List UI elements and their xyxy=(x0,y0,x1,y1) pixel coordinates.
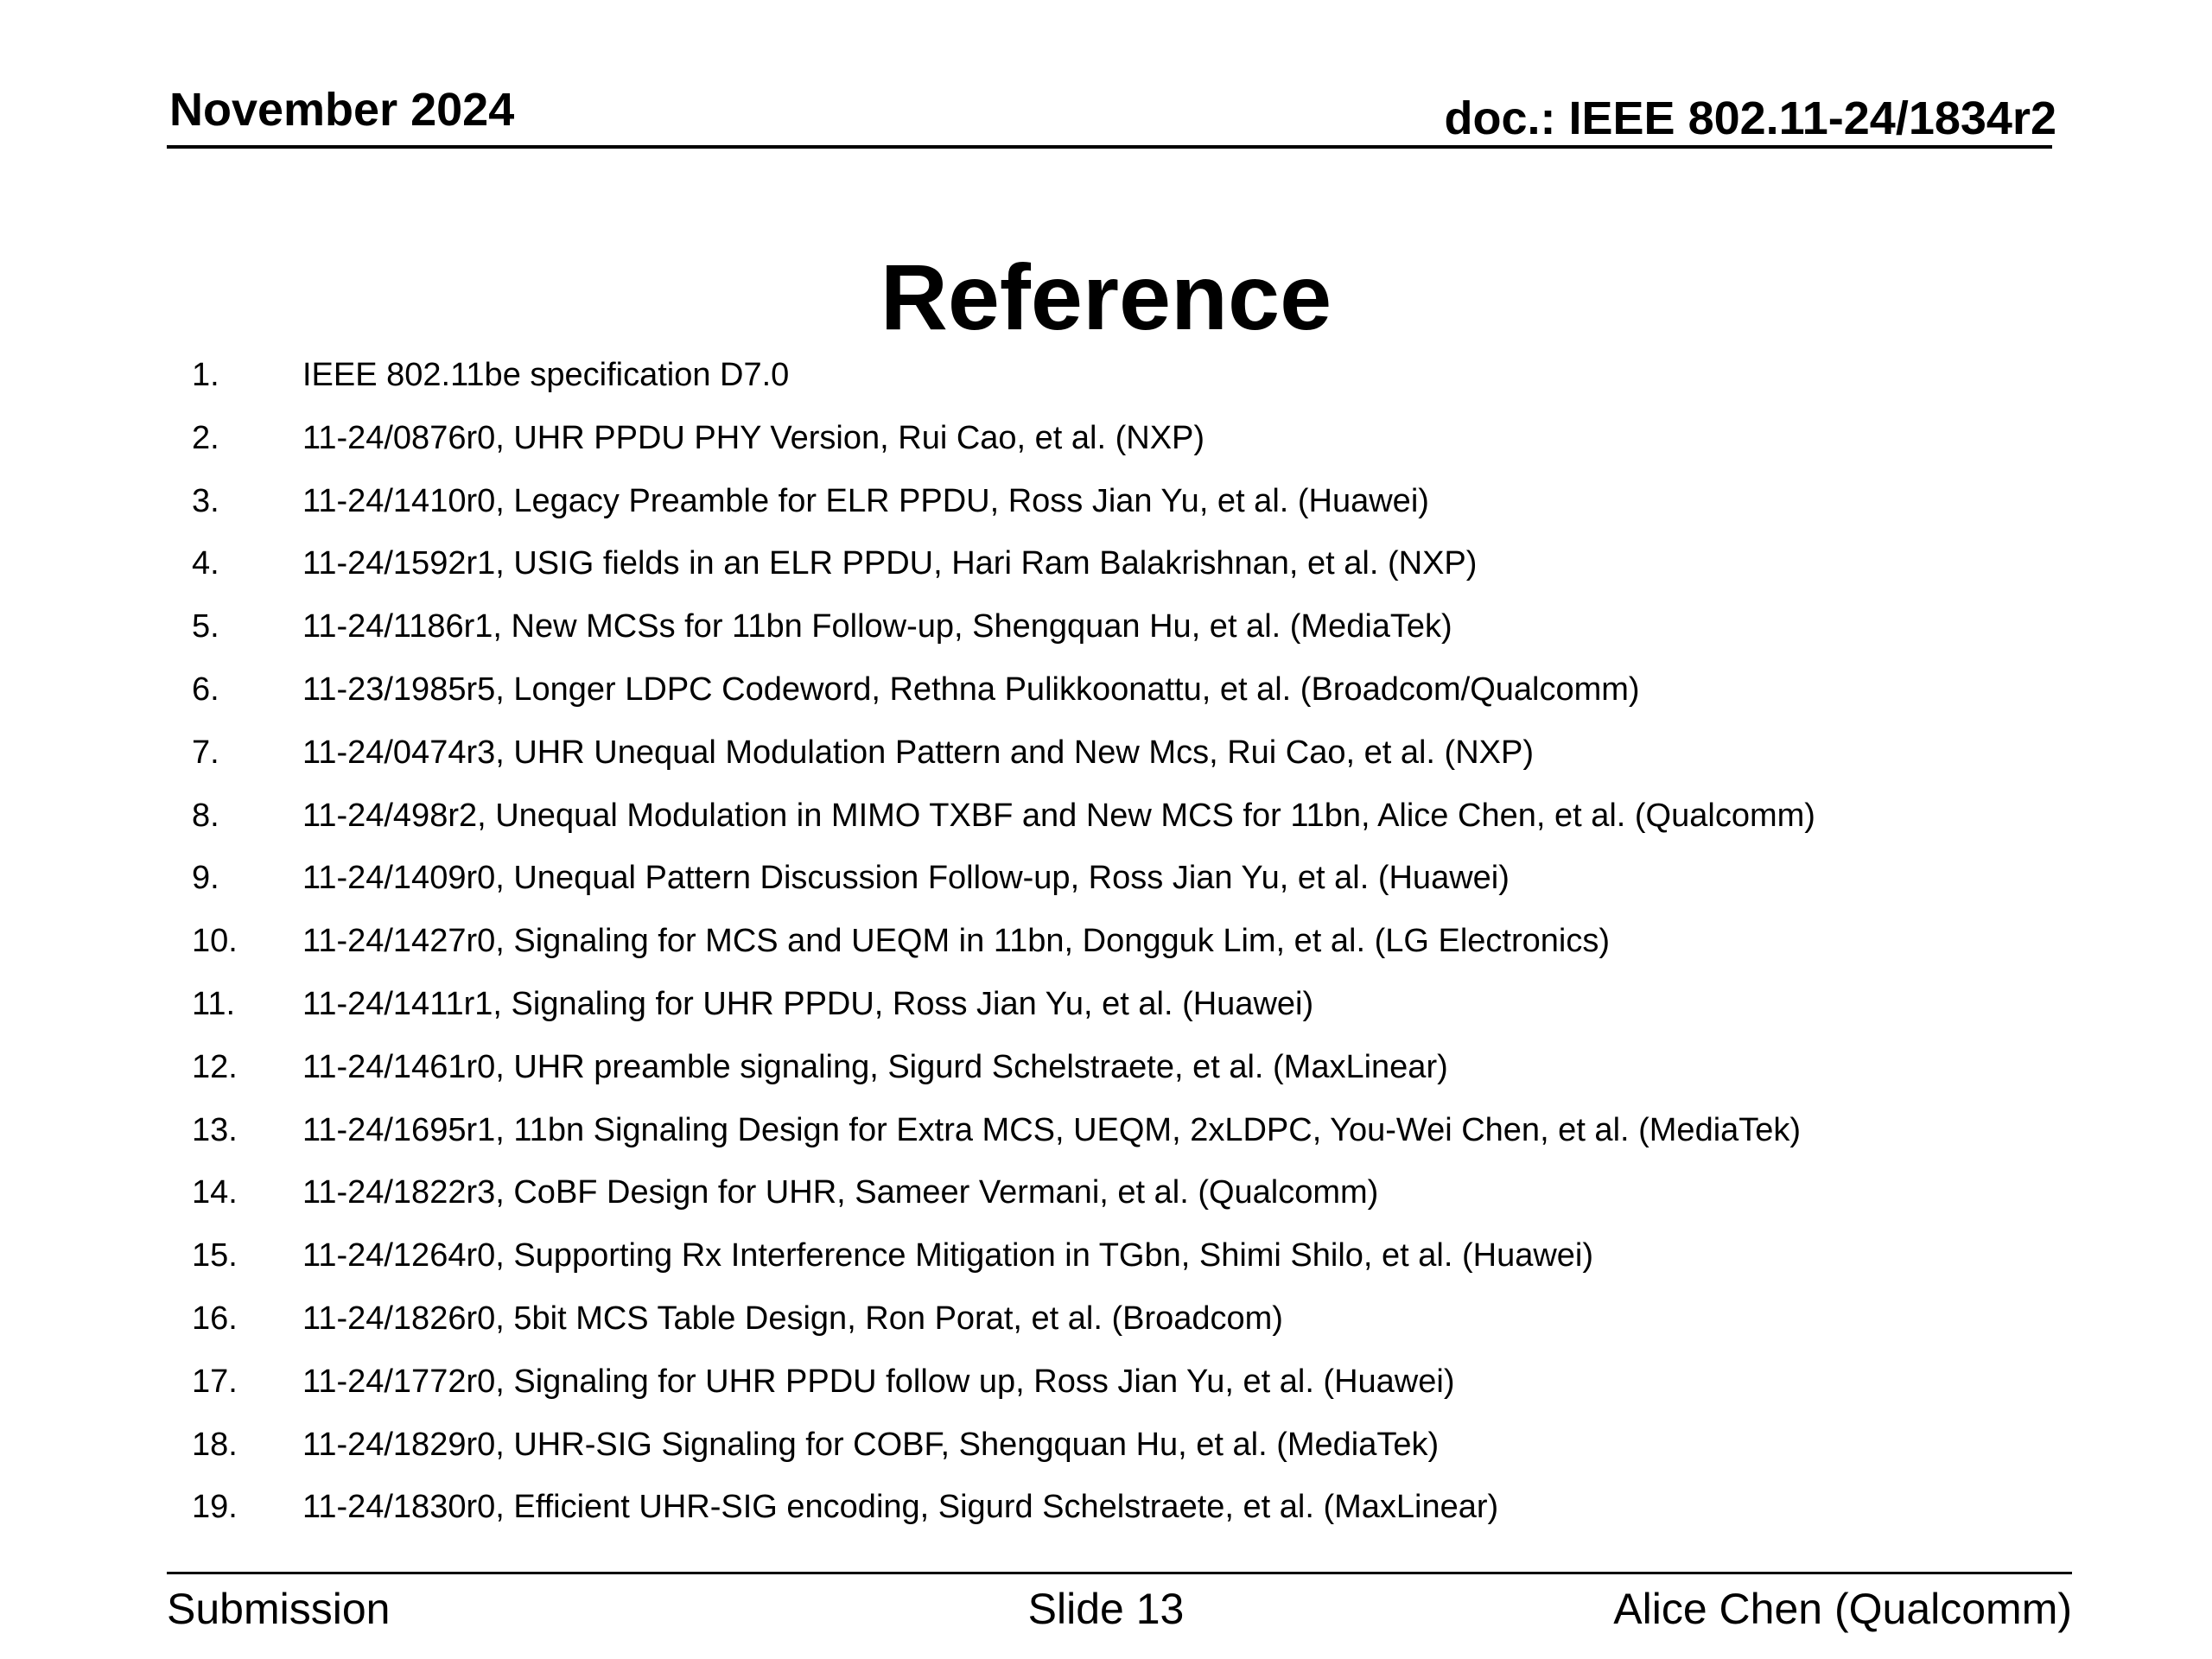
reference-item xyxy=(0,475,2212,538)
reference-number: 3. xyxy=(192,482,219,519)
reference-number: 13. xyxy=(192,1111,238,1148)
reference-text: 11-24/1461r0, UHR preamble signaling, Sigurd Schelstraete, et al. (MaxLinear) xyxy=(302,1048,1448,1085)
reference-number: 8. xyxy=(192,797,219,834)
reference-number: 1. xyxy=(192,357,219,393)
reference-number: 12. xyxy=(192,1048,238,1085)
footer-author: Alice Chen (Qualcomm) xyxy=(1613,1585,2072,1633)
footer-slide-number: Slide 13 xyxy=(1027,1585,1185,1633)
reference-item xyxy=(0,1481,2212,1544)
reference-item xyxy=(0,1419,2212,1482)
reference-text: 11-24/1411r1, Signaling for UHR PPDU, Ross Jian Yu, et al. (Huawei) xyxy=(302,985,1314,1022)
reference-item xyxy=(0,664,2212,727)
reference-number: 5. xyxy=(192,608,219,645)
reference-number: 2. xyxy=(192,419,219,456)
reference-number: 9. xyxy=(192,860,219,897)
reference-text: 11-24/1592r1, USIG fields in an ELR PPDU, Hari Ram Balakrishnan, et al. (NXP) xyxy=(302,545,1478,582)
reference-text: 11-24/1829r0, UHR-SIG Signaling for COBF, Shengquan Hu, et al. (MediaTek) xyxy=(302,1426,1440,1463)
reference-item xyxy=(0,1230,2212,1293)
reference-text: 11-24/1264r0, Supporting Rx Interference Mitigation in TGbn, Shimi Shilo, et al. (Huawei) xyxy=(302,1237,1594,1274)
reference-text: IEEE 802.11be specification D7.0 xyxy=(302,357,790,393)
footer-divider xyxy=(167,1572,2072,1574)
reference-item xyxy=(0,537,2212,601)
reference-item xyxy=(0,978,2212,1041)
reference-number: 18. xyxy=(192,1426,238,1463)
reference-list xyxy=(0,349,2212,1544)
reference-number: 16. xyxy=(192,1300,238,1337)
reference-text: 11-24/0474r3, UHR Unequal Modulation Pattern and New Mcs, Rui Cao, et al. (NXP) xyxy=(302,734,1534,771)
reference-text: 11-24/1826r0, 5bit MCS Table Design, Ron Porat, et al. (Broadcom) xyxy=(302,1300,1283,1337)
header-divider xyxy=(167,145,2052,149)
reference-item xyxy=(0,601,2212,664)
reference-item xyxy=(0,1166,2212,1230)
reference-item xyxy=(0,1293,2212,1356)
reference-number: 11. xyxy=(192,985,236,1022)
reference-item xyxy=(0,727,2212,790)
reference-number: 19. xyxy=(192,1489,238,1526)
reference-number: 6. xyxy=(192,671,219,708)
reference-number: 10. xyxy=(192,923,238,960)
header-date: November 2024 xyxy=(169,84,515,136)
reference-text: 11-24/1409r0, Unequal Pattern Discussion Follow-up, Ross Jian Yu, et al. (Huawei) xyxy=(302,860,1510,897)
footer-submission: Submission xyxy=(167,1585,391,1633)
reference-item xyxy=(0,1104,2212,1167)
reference-text: 11-24/498r2, Unequal Modulation in MIMO TXBF and New MCS for 11bn, Alice Chen, et al. (Qualcomm) xyxy=(302,797,1815,834)
reference-item xyxy=(0,412,2212,475)
reference-item xyxy=(0,852,2212,915)
reference-text: 11-24/1822r3, CoBF Design for UHR, Sameer Vermani, et al. (Qualcomm) xyxy=(302,1174,1379,1211)
reference-number: 17. xyxy=(192,1363,238,1400)
reference-item xyxy=(0,349,2212,412)
reference-number: 15. xyxy=(192,1237,238,1274)
reference-number: 4. xyxy=(192,545,219,582)
reference-text: 11-24/1772r0, Signaling for UHR PPDU follow up, Ross Jian Yu, et al. (Huawei) xyxy=(302,1363,1455,1400)
reference-item xyxy=(0,790,2212,853)
reference-text: 11-24/1186r1, New MCSs for 11bn Follow-up, Shengquan Hu, et al. (MediaTek) xyxy=(302,608,1452,645)
reference-text: 11-24/1427r0, Signaling for MCS and UEQM in 11bn, Dongguk Lim, et al. (LG Electronics) xyxy=(302,923,1611,960)
header-doc-id: doc.: IEEE 802.11-24/1834r2 xyxy=(1444,92,2056,144)
reference-item xyxy=(0,915,2212,978)
reference-number: 7. xyxy=(192,734,219,771)
reference-text: 11-24/1830r0, Efficient UHR-SIG encoding, Sigurd Schelstraete, et al. (MaxLinear) xyxy=(302,1489,1499,1526)
reference-item xyxy=(0,1041,2212,1104)
reference-text: 11-24/0876r0, UHR PPDU PHY Version, Rui Cao, et al. (NXP) xyxy=(302,419,1205,456)
reference-text: 11-24/1410r0, Legacy Preamble for ELR PPDU, Ross Jian Yu, et al. (Huawei) xyxy=(302,482,1429,519)
reference-text: 11-23/1985r5, Longer LDPC Codeword, Rethna Pulikkoonattu, et al. (Broadcom/Qualcomm) xyxy=(302,671,1640,708)
reference-item xyxy=(0,1356,2212,1419)
reference-number: 14. xyxy=(192,1174,238,1211)
slide-title: Reference xyxy=(880,245,1332,349)
reference-text: 11-24/1695r1, 11bn Signaling Design for Extra MCS, UEQM, 2xLDPC, You-Wei Chen, et al. (MediaTek) xyxy=(302,1111,1802,1148)
